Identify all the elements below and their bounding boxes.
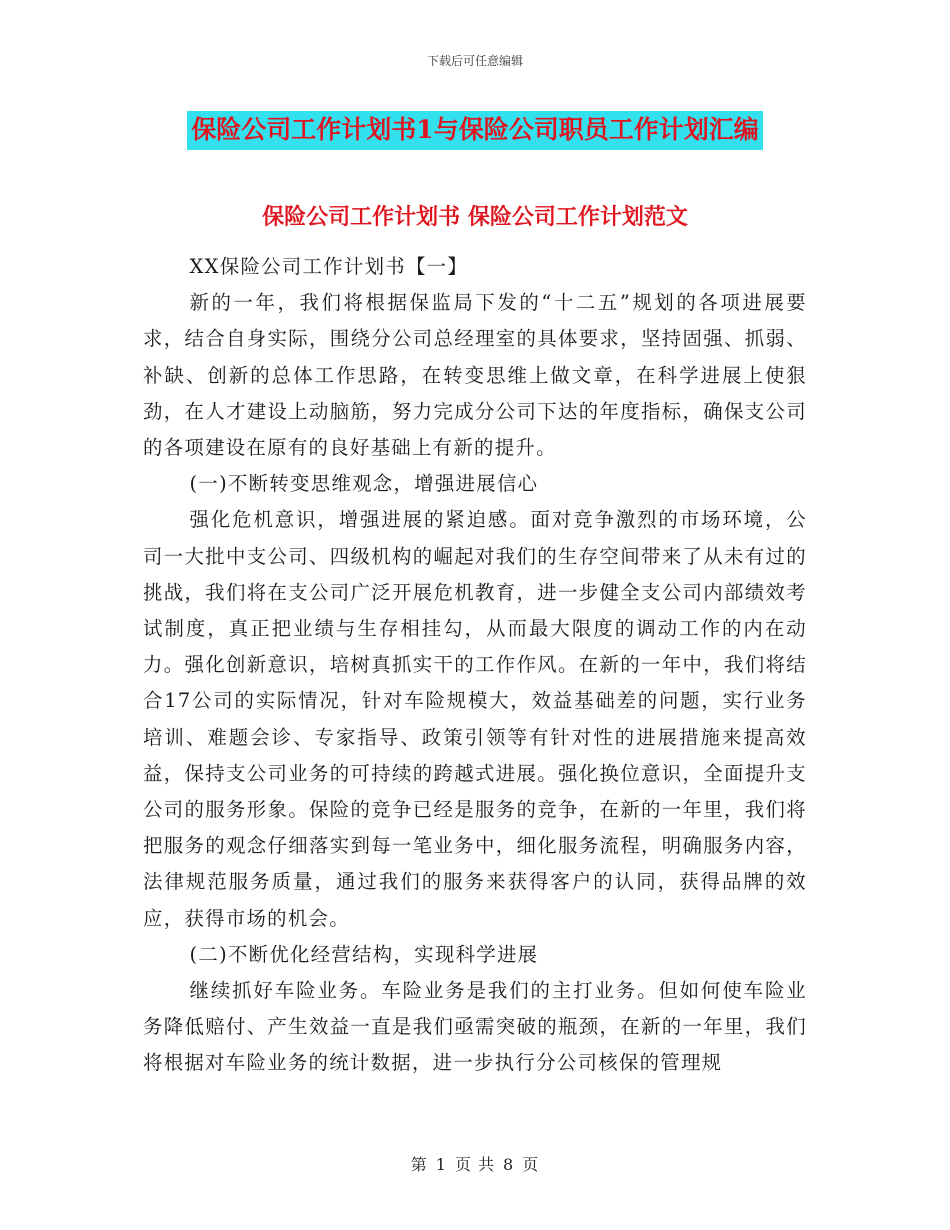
body-paragraph: 强化危机意识，增强进展的紧迫感。面对竞争激烈的市场环境，公司一大批中支公司、四级机构的崛起对我们的生存空间带来了从未有过的挑战，我们将在支公司广泛开展危机教育，进一步健全支公司内部绩效考试制度，真正把业绩与生存相挂勾，从而最大限度的调动工作的内在动力。强化创新意识，培树真抓实干的工作作风。在新的一年中，我们将结合17公司的实际情况，针对车险规模大，效益基础差的问题，实行业务培训、难题会诊、专家指导、政策引领等有针对性的进展措施来提高效益，保持支公司业务的可持续的跨越式进展。强化换位意识，全面提升支公司的服务形象。保险的竞争已经是服务的竞争，在新的一年里，我们将把服务的观念仔细落实到每一笔业务中，细化服务流程，明确服务内容，法律规范服务质量，通过我们的服务来获得客户的认同，获得品牌的效应，获得市场的机会。 [143,508,807,930]
section-subtitle: 保险公司工作计划书 保险公司工作计划范文 [262,204,688,230]
footer-suffix: 页 [522,1155,540,1174]
footer-middle: 页 共 [454,1155,496,1174]
footer-prefix: 第 [410,1155,428,1174]
document-body [143,249,807,1082]
header-note: 下载后可任意编辑 [426,54,523,68]
subsection-heading: (一)不断转变思维观念，增强进展信心 [189,472,539,496]
body-paragraph: 新的一年，我们将根据保监局下发的“十二五”规划的各项进展要求，结合自身实际，围绕分公司总经理室的具体要求，坚持固强、抓弱、补缺、创新的总体工作思路，在转变思维上做文章，在科学进展上使狠劲，在人才建设上动脑筋，努力完成分公司下达的年度指标，确保支公司的各项建设在原有的良好基础上有新的提升。 [143,291,807,460]
subsection-heading: (二)不断优化经营结构，实现科学进展 [189,942,539,966]
page-footer [0,1152,950,1175]
page-number: 1 [435,1155,447,1174]
total-pages: 8 [503,1155,515,1174]
section-heading: XX保险公司工作计划书【一】 [189,255,469,278]
body-paragraph: 继续抓好车险业务。车险业务是我们的主打业务。但如何使车险业务降低赔付、产生效益一直是我们亟需突破的瓶颈，在新的一年里，我们将根据对车险业务的统计数据，进一步执行分公司核保的管理规 [143,979,807,1075]
document-title-wrapper [0,111,950,150]
document-title: 保险公司工作计划书1与保险公司职员工作计划汇编 [187,111,762,150]
